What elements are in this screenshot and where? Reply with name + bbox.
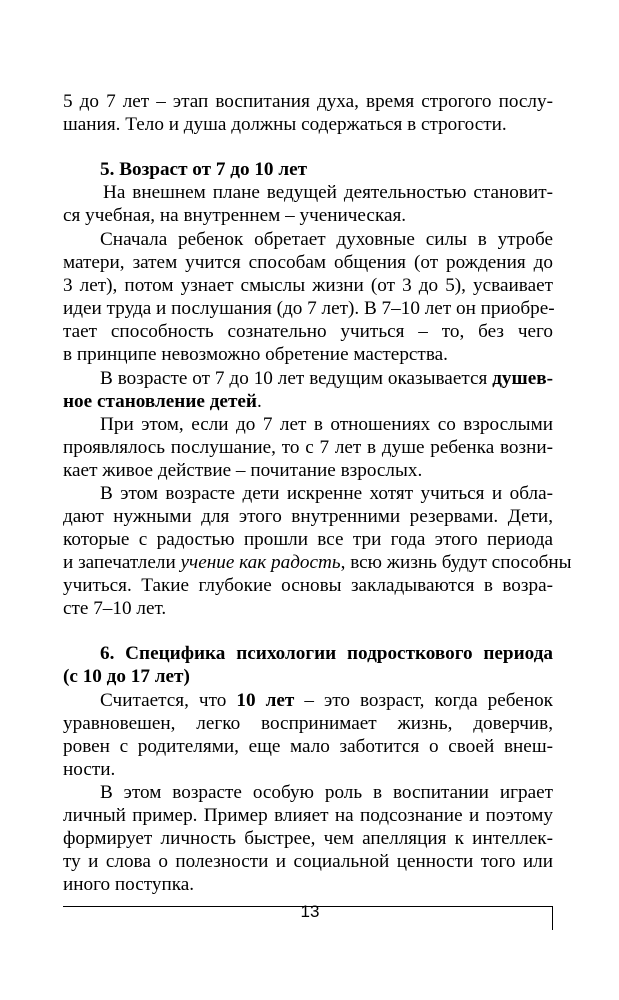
body-text-line: проявлялось послушание, то с 7 лет в душе ребенка возни-: [63, 437, 553, 458]
body-text-line: в принципе невозможно обретение мастерства.: [63, 344, 448, 365]
section-heading-5: 5. Возраст от 7 до 10 лет: [100, 159, 308, 180]
body-text-line: матери, затем учится способам общения (от рождения до: [63, 252, 553, 273]
italic-term: учение как радость: [180, 552, 341, 573]
section-heading-6-subtitle: (с 10 до 17 лет): [63, 666, 190, 687]
section-heading-6: 6. Специфика психологии подросткового периода: [100, 643, 553, 664]
body-text-line: идеи труда и послушания (до 7 лет). В 7–10 лет он приобре-: [63, 298, 555, 319]
body-text-line: которые с радостью прошли все три года этого периода: [63, 529, 553, 550]
text-run: .: [256, 391, 262, 412]
body-text-line: личный пример. Пример влияет на подсознание и поэтому: [63, 805, 553, 826]
body-text-line: учиться. Такие глубокие основы закладываются в возра-: [63, 575, 553, 596]
body-text-line: [100, 689, 553, 712]
body-text-line: В этом возрасте особую роль в воспитании играет: [100, 782, 553, 803]
body-text-line: 3 лет), потом узнает смыслы жизни (от 3 до 5), усваивает: [63, 275, 553, 296]
body-text-line: Сначала ребенок обретает духовные силы в утробе: [100, 229, 553, 250]
body-text-line: дают нужными для этого внутренними резервами. Дети,: [63, 506, 553, 527]
body-text-line: 5 до 7 лет – этап воспитания духа, время строгого послу-: [63, 91, 553, 112]
text-run: Считается, что: [100, 690, 227, 711]
body-text-line: ности.: [63, 759, 116, 780]
body-text-line: [63, 551, 572, 574]
body-text-line: В этом возрасте дети искренне хотят учиться и обла-: [100, 483, 553, 504]
body-text-line: [100, 367, 553, 390]
text-run: и запечатлели: [63, 552, 176, 573]
bold-term: 10 лет: [236, 690, 295, 711]
body-text-line: иного поступка.: [63, 874, 195, 895]
body-text-line: ся учебная, на внутреннем – ученическая.: [63, 205, 407, 226]
bold-term: ное становление детей: [63, 391, 257, 412]
body-text-line: шания. Тело и душа должны содержаться в строгости.: [63, 114, 507, 135]
body-text-line: сте 7–10 лет.: [63, 598, 167, 619]
text-run: , всю жизнь будут способны: [340, 552, 572, 573]
body-text-line: формирует личность быстрее, чем апелляция к интеллек-: [63, 828, 553, 849]
body-text-line: На внешнем плане ведущей деятельностью становит-: [103, 182, 553, 203]
bold-term: душев-: [492, 368, 553, 389]
body-text-line: [63, 390, 553, 413]
body-text-line: кает живое действие – почитание взрослых.: [63, 460, 423, 481]
body-text-line: ту и слова о полезности и социальной ценности того или: [63, 851, 553, 872]
footer-rule-tick: [552, 906, 553, 930]
body-text-line: тает способность сознательно учиться – то, без чего: [63, 321, 553, 342]
body-text-line: При этом, если до 7 лет в отношениях со взрослыми: [100, 414, 553, 435]
text-run: – это возраст, когда ребенок: [304, 690, 553, 711]
text-run: В возрасте от 7 до 10 лет ведущим оказывается: [100, 368, 488, 389]
body-text-line: уравновешен, легко воспринимает жизнь, доверчив,: [63, 713, 553, 734]
page-number: 13: [300, 902, 320, 921]
body-text-line: ровен с родителями, еще мало заботится о своей внеш-: [63, 736, 553, 757]
